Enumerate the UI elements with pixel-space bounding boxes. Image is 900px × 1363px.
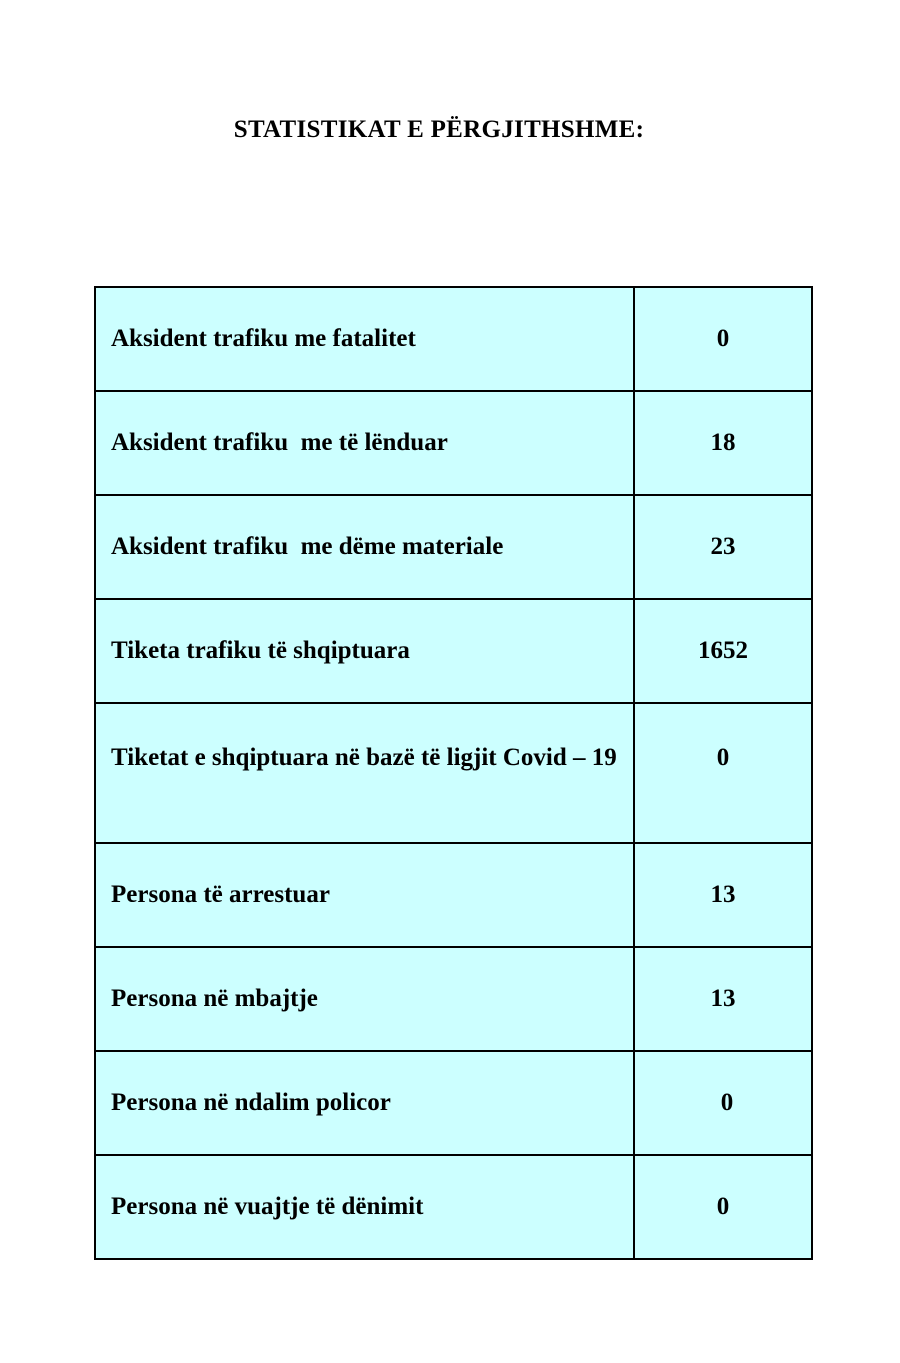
row-label: Persona në ndalim policor (95, 1051, 634, 1155)
row-label: Aksident trafiku me dëme materiale (95, 495, 634, 599)
row-value: 0 (634, 1155, 812, 1259)
table-row (95, 1155, 812, 1259)
row-value: 0 (634, 703, 812, 843)
row-value: 13 (634, 947, 812, 1051)
table-row (95, 287, 812, 391)
row-value: 18 (634, 391, 812, 495)
row-label: Tiketa trafiku të shqiptuara (95, 599, 634, 703)
statistics-table (94, 286, 813, 1260)
row-value-text: 0 (720, 1089, 734, 1116)
table-row (95, 703, 812, 843)
table-row (95, 947, 812, 1051)
row-label: Persona të arrestuar (95, 843, 634, 947)
row-value: 0 (634, 287, 812, 391)
table-row (95, 1051, 812, 1155)
row-label: Persona në mbajtje (95, 947, 634, 1051)
table-row (95, 495, 812, 599)
row-value: 1652 (634, 599, 812, 703)
table-row (95, 391, 812, 495)
row-label: Aksident trafiku me të lënduar (95, 391, 634, 495)
row-label: Persona në vuajtje të dënimit (95, 1155, 634, 1259)
row-label: Aksident trafiku me fatalitet (95, 287, 634, 391)
row-value (634, 1051, 812, 1155)
row-value: 13 (634, 843, 812, 947)
table-row (95, 843, 812, 947)
row-value: 23 (634, 495, 812, 599)
table-row (95, 599, 812, 703)
row-label: Tiketat e shqiptuara në bazë të ligjit Covid – 19 (95, 703, 634, 843)
page-title: STATISTIKAT E PËRGJITHSHME: (233, 116, 645, 143)
